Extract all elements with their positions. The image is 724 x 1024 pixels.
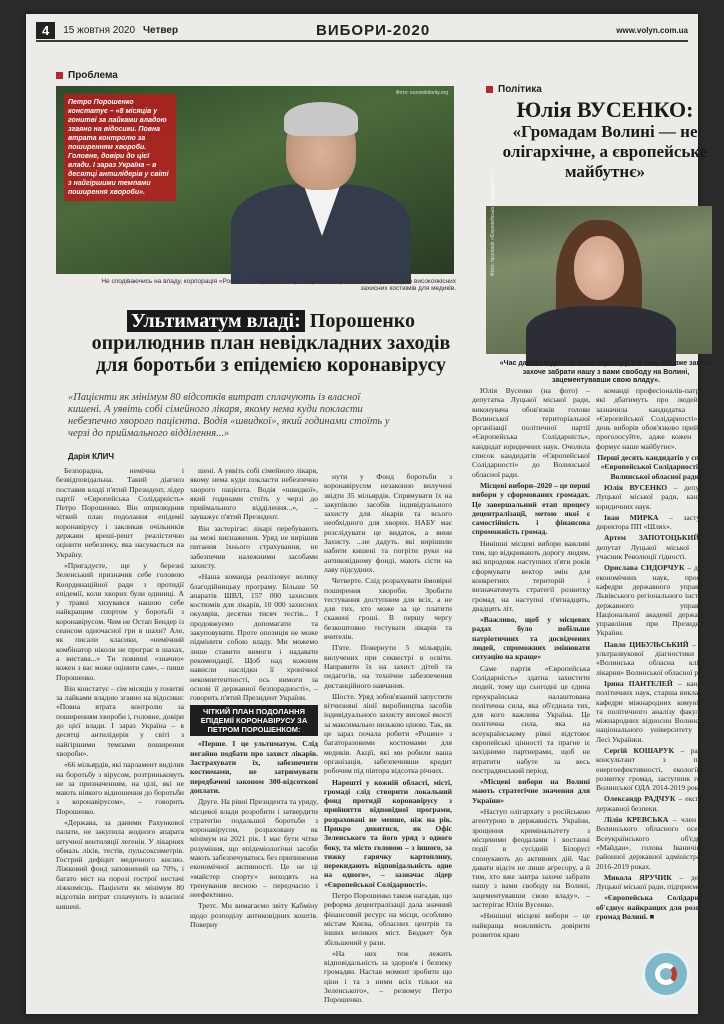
rubric-politics	[486, 84, 542, 95]
candidate-description: експерт з державної безпеки.	[596, 794, 716, 813]
photo-caption: «Час давати відсіч не лише агресору, а й тим, хто вже завтра захоче забрати нашу з вами свободу на Волині, зацементувавши свою владу».	[499, 360, 713, 384]
col2-para: Він застерігає: лікарі перебувають на межі виснаження. Уряд не вирішив питання їхнього страхування, не забезпечив належними засобами захисту.	[190, 523, 318, 570]
photo-credit: Фото: facebook «Європейська Солідарність»	[490, 172, 496, 276]
col4-para: Юлія Вусенко (на фото) – депутатка Луцької міської ради, виконувача обов'язків голови Волинської територіальної організації політичної партії «Європейська Солідарність», кандидат юридичних наук. Очолила список кандидатів «Європейської Солідарності» до Волинської обласної ради.	[472, 386, 590, 479]
candidate-description: заступник директора ПП «Шлях».	[596, 512, 716, 532]
col1-para: Він констатує – сім місяців у гонитві за лайками владою згаяно на відосики: «Повна втрата контролю за поширенням хвороби і, головне, довіри до цієї влади. І зараз Україна – в десятці антилідерів у світі з найгіршими темпами поширення хвороби».	[56, 683, 184, 758]
candidate-entry	[596, 815, 716, 871]
publisher-logo-icon	[642, 950, 690, 998]
article-headline	[88, 310, 454, 376]
photo-credit: Фото: eurosolidarity.org	[395, 90, 448, 96]
col3-para: Петро Порошенко також нагадав, що реформа децентралізації дала значний фінансовий ресурс на місця, особливо містам Києва, обласних центрів та інших великих міст. Бюджет був збільшений у рази.	[324, 891, 452, 947]
candidate-name: Орислава СИДОРЧУК	[604, 563, 685, 573]
candidate-separator: –	[675, 794, 686, 804]
candidate-name: Іван МИРКА	[604, 512, 659, 522]
photo-quote-box: Петро Порошенко констатує – «8 місяців у гонитві за лайками владою згаяно на відосики. Повна втрата контролю за поширенням хвороби. Головне, довіри до цієї влади. І зараз Україна – в десятці антилідерів у світі з найгіршими темпами поширення хвороби».	[64, 94, 176, 201]
interview-title: Юлія ВУСЕНКО:	[516, 97, 694, 122]
col3-para: П'яте. Повернути 5 мільярдів, вилучених при секвестрі в освіти. Направити їх на захист дітей та педагогів, на технічне забезпечення дистанційного навчання.	[324, 643, 452, 690]
candidate-separator: –	[684, 563, 694, 573]
interview-column-2	[596, 386, 716, 1006]
candidate-entry	[596, 483, 716, 511]
rubric-marker-icon	[486, 86, 493, 93]
author-byline: Дарія КЛИЧ	[68, 452, 115, 461]
candidate-separator: –	[699, 533, 716, 543]
candidate-description: депутат Луцької міської ради, підприємець.	[596, 872, 716, 892]
candidate-separator: –	[688, 639, 700, 649]
candidate-name: Микола ЯРУЧИК	[604, 872, 672, 882]
candidate-name: Ірина ПАНТЕЛЕЙ	[604, 678, 673, 688]
col4-para: Нинішні місцеві вибори важливі тим, що відкривають дорогу людям, які впродовж наступних п'яти років сформувати вектор змін для конкретних територій і визначатимуть стратегії розвитку громад на наступні п'ятнадцять, двадцять літ.	[472, 538, 590, 613]
rubric-problem	[56, 70, 118, 81]
headline-highlight: Ультиматум владі:	[127, 310, 305, 332]
candidate-description: радник-консультант з питань енергоефективності, екології та розвитку громад, заступник голови Волинської ОДА 2014-2019 років.	[596, 745, 717, 793]
col2-para: шені. А уявіть собі сімейного лікаря, якому нема куди покласти небезпечно хворого пацієнта. Водія «швидкої», який годинами стоїть у черзі до приймального відділення...», – зауважує п'ятий Президент.	[190, 466, 318, 522]
col4-callout: «Місцеві вибори на Волині мають стратегічне значення для України»	[472, 777, 590, 805]
col3-para: нути у Фонд боротьби з коронавірусом незаконно вилучені звідти 35 мільярдів. Спрямувати їх на закупівлю засобів індивідуального захисту для лікарів та всього необхідного для хворих. НАБУ має розслідувати це видаток, а вини Захисту. ...не дадуть. які вирішили набити кишені та погріти руки на антиковідному фонді, мають сісти на лаву підсудних.	[324, 472, 452, 574]
candidate-separator: –	[672, 678, 687, 688]
col1-para: «66 мільярдів, які парламент виділив на боротьбу з вірусом, розтриньковуть не за призначенням, на цілі, які не мають ніякого відношення до боротьби з коронавірусом», – говорить Порошенко.	[56, 760, 185, 816]
candidate-entry	[596, 563, 716, 637]
plan-point: «Перше. І це ультиматум. Слід негайно подбати про захист лікарів. Застрахувати їх, забезпечити костюмами, не затримувати передбачені законом 300-відсоткові доплати.	[190, 739, 318, 795]
candidate-entry	[596, 794, 716, 813]
photo-face	[574, 236, 624, 300]
candidate-entry	[596, 746, 716, 792]
col3-para: «На них теж лежить відповідальність за здоров'я і безпеку громадян. Настав момент зробити що ціни і та з ними всіх тільки на Зеленського», – резюмує Петро Порошенко.	[324, 948, 452, 1005]
candidate-entry	[596, 873, 716, 892]
col4-para: Місцеві вибори–2020 – це перші вибори у сформованих громадах. Це завершальний етап процесу децентралізації, метою якої є самостійність і фінансова спроможність громад.	[472, 480, 590, 537]
logo-mark	[655, 963, 677, 985]
candidate-separator: –	[674, 745, 691, 755]
candidate-name: Лілія КРЕВСЬКА	[604, 815, 669, 825]
photo-body	[526, 306, 676, 366]
candidate-name: Юлія ВУСЕНКО	[604, 482, 668, 492]
section-title: ВИБОРИ-2020	[316, 21, 431, 39]
col3-para: Шосте. Уряд зобов'язаний запустити вітчизняні лінії виробництва засобів індивідуального захисту високої якості за максимально низькою ціною. Так, як це зараз почала робити «Рошен» з багаторазовими костюмами для медиків. Акції, які ми робили наша організація, забезпечивши кредит робочим під півтора відсотка річних.	[324, 691, 452, 776]
col3-para: Четверте. Слід розрахувати ймовірні поширення хвороби. Зробити тестування доступним для всіх, а не для тих, хто може за це платити скажені гроші. В першу чергу безкоштовно тестувати лікарів та вчителів.	[324, 576, 452, 642]
article-column-3	[324, 392, 452, 1006]
col4-para: «Нинішні місцеві вибори – це найкраща можливість довірити розвиток краю	[472, 911, 590, 939]
vusenko-photo	[486, 172, 712, 354]
col2-para: «Наша команда реалізовує велику благодійницьку програму. Більше 50 апаратів ШВЛ, 157 000 захисних костюмів для лікарів, 10 000 захисних окулярів, десятки тисяч тестів... І продовжуємо допомагати та закуповувати. Проте опозиція не може підмінити собою владу. Ми можемо лише ставити вимоги і надавати рекомендації. Щоб над кожним нависли наслідки її хронічної некомпетентності, ось вимоги за основі її державної безпорадності», – говорить п'ятий Президент України.	[190, 572, 318, 703]
poroshenko-photo	[56, 86, 454, 274]
plan-heading: ЧІТКИЙ ПЛАН ПОДОЛАННЯ ЕПІДЕМІЇ КОРОНАВІРУСУ ЗА ПЕТРОМ ПОРОШЕНКОМ:	[190, 705, 318, 736]
col1-para: «Пригадуєте, ще у березні Зеленський призначив себе головою Координаційної ради з протидії епідемії, коли хворих були одиниці. А у травні хизувався нашою себе найкращим спортом у боротьбі з коронавірусом. Чим не Остап Бендер із сеансом одночасної гри в шахи? Але, як писали класики, «немічний комбінатор ніколи не програє в шахах, а вистава...» Ти повинні «значно» кожен з вас може оцінити сам», – пише Порошенко.	[56, 560, 184, 682]
candidate-entry	[596, 679, 716, 744]
candidate-list-heading: Перші десять кандидатів у списку «Європейської Солідарності» до Волинської обласної ради:	[597, 453, 715, 481]
col1-para: «Держава, за даними Рахункової палати, не закупила жодного апарата штучної вентиляції легенів. У лікарнях обмаль ліків, тестів, пульсоксиметрів. Гострий дефіцит медичного кисню. Ліжковий фонд заповнений на 70%, і багато міст на порозі гострої нестачі ліжкомісць. Пацієнти як мінімум 80 відсотків витрат сплачують із власної кишені.	[56, 817, 184, 911]
site-url: www.volyn.com.ua	[616, 25, 688, 35]
photo-hair	[284, 102, 358, 136]
page-header	[36, 20, 688, 42]
candidate-name: Павло ЦИБУЛЬСЬКИЙ	[604, 639, 689, 649]
candidate-separator: –	[658, 512, 684, 522]
interview-column-1	[472, 386, 590, 1006]
issue-day: Четвер	[143, 24, 179, 36]
candidate-description: депутат Луцької міської ради, учасник Революції гідності.	[596, 542, 716, 562]
plan-point: Друге. На рівні Президента та уряду, місцевої влади розробити і затвердити стратегію подальшої боротьби з коронавірусом, розраховану як мінімум на 2021 рік. І має бути чітке розуміння, що епідеміологічні засоби мають забезпечуватись без припинення економічної активності. Це не ці «майстер спорту» виходять на тренування весною – передчасно і неефективно.	[190, 797, 318, 900]
candidate-description: депутатка Луцької міської ради, кандидат юридичних наук.	[596, 482, 716, 511]
candidate-description: кандидат політичних наук, старша викладачка кафедри міжнародних комунікацій та політичного аналізу факультету міжнародних відносин Волинського національного університету імені Лесі Українки.	[596, 678, 716, 744]
candidate-description: доктор економічних наук, професор кафедри державного управління Львівського регіонального інституту державного управління Національної академії державного управління при Президентові України.	[596, 563, 717, 638]
issue-date: 15 жовтня 2020	[63, 24, 136, 36]
photo-caption: Не сподіваючись на владу, корпорація «Рошен» з ініціативи Петра Порошенка розпочала виробництво високоякісних захисних костюмів для медиків.	[101, 278, 456, 292]
candidate-name: Сергій КОШАРУК	[604, 745, 675, 755]
candidate-name: Олександр РАДЧУК	[604, 794, 676, 804]
col4-callout: «Важливо, щоб у місцевих радах було побільше патріотичних та досвідчених людей, спроможних змінювати ситуацію на краще»	[472, 615, 590, 662]
candidate-list	[596, 483, 716, 891]
article-column-2	[190, 466, 318, 1006]
candidate-entry	[596, 640, 716, 677]
col4-para: «Наступ олігархату з російською агентурою в державність України, зрощення кримінальітету з місцевими феодалами і востанні події в сусідній Білорусі спонукають до активних дій. Час давати відсіч не лише агресору, а й тим, хто вже завтра захоче забрати нашу з вами свободу на Волині, зацементувавши свою владу», – застерігає Юлія Вусенко.	[472, 807, 590, 910]
candidate-description: лікар ультразвукової діагностики КП «Волинська обласна клінічна лікарня» Волинської обласної ради.	[596, 639, 716, 677]
candidate-name: Артем ЗАПОТОЦЬКИЙ	[604, 533, 700, 543]
candidate-entry	[596, 513, 716, 532]
candidate-separator: –	[671, 872, 691, 882]
closing-line: «Європейська Солідарність» об'єднує найкращих для розвитку громад Волині. ■	[596, 893, 716, 922]
plan-point: Третє. Ми вимагаємо звіту Кабміну щодо розподілу антиковідних коштів. Поверну	[190, 901, 318, 930]
candidate-entry	[596, 533, 716, 561]
col4-para: Саме партія «Європейська Солідарність» здатна захистити людей, тому що сьогодні це єдина проукраїнська налаштована політична сила, яка об'єднала тих, для кого важлива Україна. Це політична сила, яка на всеукраїнському рівні відстоює європейські цінності та прагне іє західними партнерами, щоб не втратити набуте за весь пострадянський період.	[472, 663, 590, 775]
candidate-separator: –	[668, 815, 682, 825]
col1-para: Безпорадна, немічна і безвідповідальна. Такий діагноз поставив владі п'ятий Президент, лідер партії «Європейська Солідарність» Петро Порошенко. Він оприлюднив чіткий план подолання епідемії коронавірусу і закликав очільників держави вреші-решт реалістично оцінити небезпеку, яка насувається на Україну.	[56, 466, 184, 559]
col3-para: Нарешті у кожній області, місті, громаді слід створити локальний фонд протидії коронавірусу з прийняття відповідної програми, розраховані не менше, ніж на рік. Прикро дивитися, як Офіс Зеленського та його уряд з одного боку, та місто головою – з іншого, за тижку гарячку картоплину, перекидають відповідальність одне на одного», – зазначає лідер «Європейської Солідарності».	[324, 777, 452, 889]
interview-subtitle: «Громадам Волині — не олігархічне, а європейське майбутнє»	[502, 122, 708, 181]
rubric-label: Проблема	[68, 70, 118, 81]
lead-quote: «Пацієнти як мінімум 80 відсотків витрат сплачують із власної кишені. А уявіть собі сімейного лікаря, якому нема куди покласти небезпечно хворого пацієнта. Водія «швидкої», який годинами стоїть у черзі до приймального відділення...»	[68, 392, 390, 439]
candidate-separator: –	[667, 482, 685, 492]
page-number: 4	[36, 22, 55, 39]
headline-rest: Порошенко оприлюднив план невідкладних заходів для боротьби з епідемією коронавірусу	[91, 310, 451, 376]
newspaper-page	[26, 14, 717, 1014]
col5-para: команді професіоналів-патріотів, які дбатимуть про людей», – зазначила кандидатка від «Європейської Солідарності». «У день виборів обов'язково прийдіть і проголосуйте, адже кожен голос формує наше майбутнє».	[596, 386, 716, 451]
candidate-description: член Ради Волинського обласного осередку Всеукраїнського об'єднання «Майдан», голова Іваничівської районної державної адміністрації у 2016-2019 роках.	[596, 815, 716, 871]
rubric-label: Політика	[498, 84, 542, 95]
rubric-marker-icon	[56, 72, 63, 79]
article-column-1	[56, 466, 184, 1006]
